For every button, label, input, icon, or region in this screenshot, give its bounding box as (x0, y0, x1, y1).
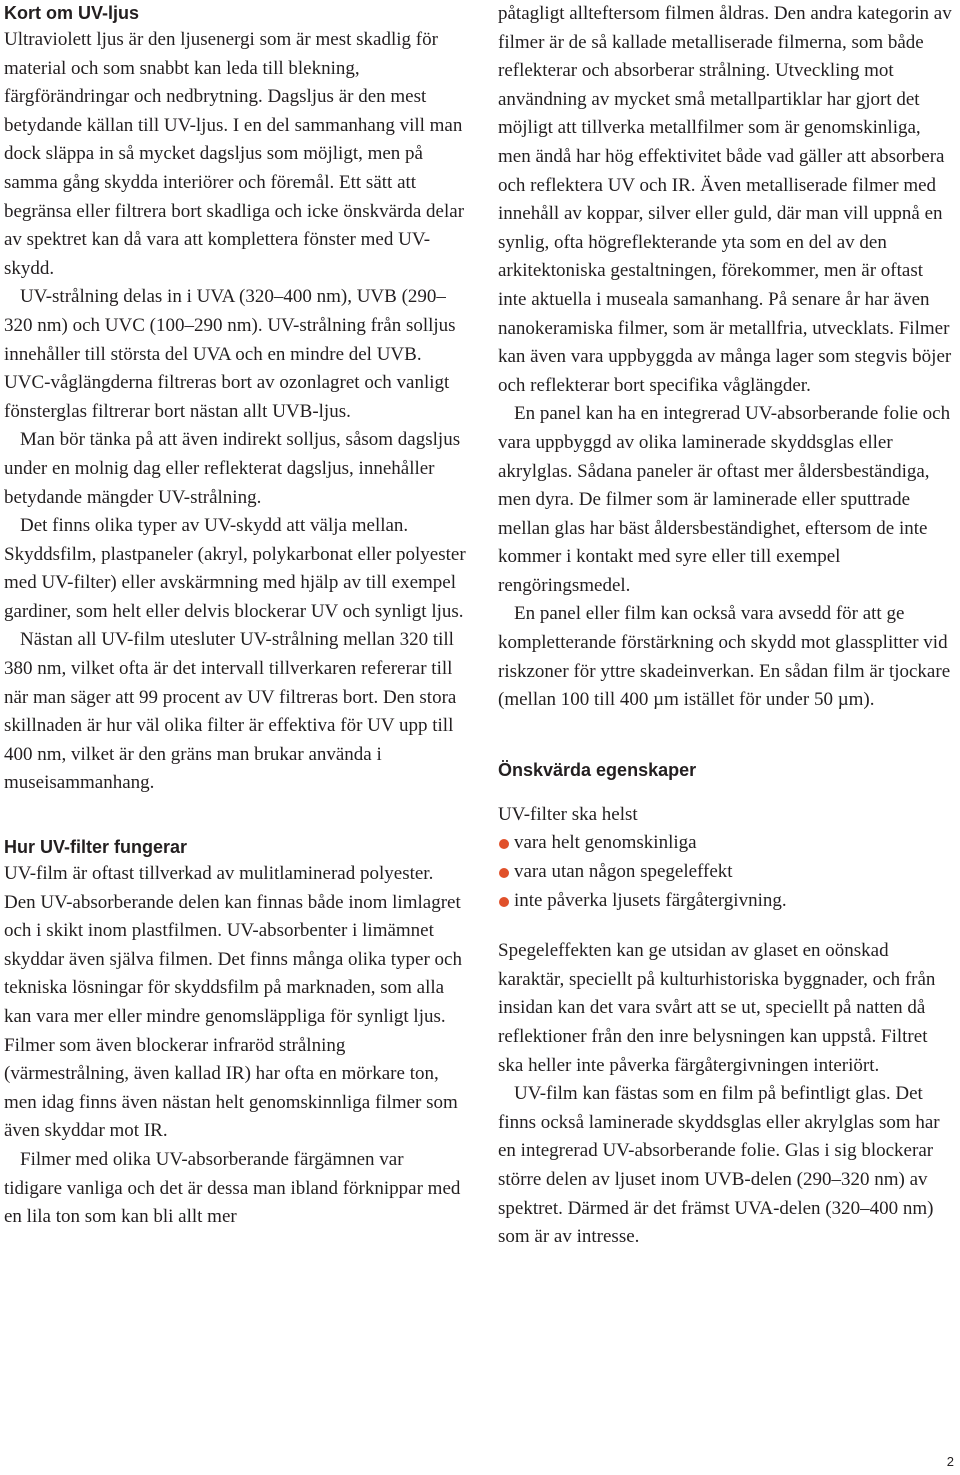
paragraph: Spegeleffekten kan ge utsidan av glaset en oönskad karaktär, speciellt på kulturhistoriska byggnader, och från insidan kan det vara svårt att se ut, speciellt på natten då reflektioner från den inre belysningen kan uppstå. Filtret ska heller inte påverka färgåtergivningen interiört. (498, 940, 936, 1076)
heading-onskvarda-egenskaper: Önskvärda egenskaper (498, 759, 697, 780)
bullet-list (498, 829, 956, 915)
bullet-dot-icon (499, 868, 509, 878)
list-item: vara utan någon spegeleffekt (498, 858, 956, 887)
list-item: vara helt genomskinliga (498, 829, 956, 858)
paragraph: UV-film är oftast tillverkad av mulitlaminerad polyester. Den UV-absorberande delen kan finnas både inom limlagret och i skikt inom plastfilmen. UV-absorbenter i limämnet skyddar även själva filmen. Det finns många olika typer och tekniska lösningar för skyddsfilm på marknaden, som alla kan vara mer eller mindre genomsläppliga för synligt ljus. Filmer som även blockerar infraröd strålning (värmestrålning, även kallad IR) har ofta en mörkare ton, men idag finns även nästan helt genomskinnliga filmer som även skyddar mot IR. (4, 863, 462, 1142)
paragraph: Man bör tänka på att även indirekt solljus, såsom dagsljus under en molnig dag eller reflekterat dagsljus, innehåller betydande mängder UV-strålning. (4, 429, 461, 508)
bullet-intro: UV-filter ska helst (498, 803, 638, 825)
paragraph: Filmer med olika UV-absorberande färgämnen var tidigare vanliga och det är dessa man ibland förknippar med en lila ton som kan bli allt mer (4, 1148, 461, 1228)
paragraph: En panel eller film kan också vara avsedd för att ge kompletterande förstärkning och skydd mot glassplitter vid riskzoner för yttre skadeinverkan. En sådan film är tjockare (mellan 100 till 400 µm istället för under 50 µm). (498, 603, 951, 711)
bullet-dot-icon (499, 897, 509, 907)
paragraph: Ultraviolett ljus är den ljusenergi som är mest skadlig för material och som snabbt kan leda till blekning, färgförändringar och nedbrytning. Dagsljus är den mest betydande källan till UV-ljus. I en del sammanhang vill man dock släppa in så mycket dagsljus som möjligt, men på samma gång skydda interiörer och föremål. Ett sätt att begränsa eller filtrera bort skadliga och icke önskvärda delar av spektret kan då vara att komplettera fönster med UV-skydd. (4, 29, 465, 279)
heading-hur-uv-filter-fungerar: Hur UV-filter fungerar (4, 837, 188, 858)
paragraph: UV-strålning delas in i UVA (320–400 nm), UVB (290–320 nm) och UVC (100–290 nm). UV-strålning från solljus innehåller till största del UVA och en mindre del UVB. UVC-våglängderna filtreras bort av ozonlagret och vanligt fönsterglas filtrerar bort nästan allt UVB-ljus. (4, 286, 456, 422)
paragraph: UV-film kan fästas som en film på befintligt glas. Det finns också laminerade skyddsglas eller akrylglas som har en integrerad UV-absorberande folie. Glas i sig blockerar större delen av ljuset inom UVB-delen (290–320 nm) av spektret. Därmed är det främst UVA-delen (320–400 nm) som är av intresse. (498, 1083, 940, 1248)
list-item: inte påverka ljusets färgåtergivning. (498, 887, 956, 916)
paragraph: Nästan all UV-film utesluter UV-strålning mellan 320 till 380 nm, vilket ofta är det intervall tillverkaren refererar till när man säger att 99 procent av UV filtreras bort. Den stora skillnaden är hur väl olika filter är effektiva för UV upp till 400 nm, vilket är den gräns man brukar använda i museisammanhang. (4, 629, 457, 794)
page-number: 2 (946, 1454, 954, 1469)
heading-kort-om-uv-ljus: Kort om UV-ljus (4, 3, 140, 23)
paragraph: påtagligt allteftersom filmen åldras. Den andra kategorin av filmer är de så kallade metalliserade filmerna, som både reflekterar och absorberar strålning. Utveckling mot användning av mycket små metallpartiklar har gjort det möjligt att tillverka metallfilmer som är genomskinliga, men ändå har hög effektivitet både vad gäller att absorbera och reflektera UV och IR. Även metalliserade filmer med innehåll av koppar, silver eller guld, där man vill uppnå en synlig, ofta högreflekterande yta som en del av den arkitektoniska gestaltningen, förekommer, men är oftast inte aktuella i museala samanhang. På senare år har även nanokeramiska filmer, som är metallfria, utvecklats. Filmer kan även vara uppbyggda av många lager som stegvis böjer och reflekterar bort specifika våglängder. (498, 3, 952, 396)
bullet-dot-icon (499, 839, 509, 849)
paragraph: Det finns olika typer av UV-skydd att välja mellan. Skyddsfilm, plastpaneler (akryl, polykarbonat eller polyester med UV-filter) eller avskärmning med hjälp av till exempel gardiner, som helt eller delvis blockerar UV och synligt ljus. (4, 515, 466, 622)
right-column (498, 0, 956, 1252)
left-column (4, 0, 466, 1232)
paragraph: En panel kan ha en integrerad UV-absorberande folie och vara uppbyggd av olika laminerade skyddsglas eller akrylglas. Sådana paneler är oftast mer åldersbeständiga, men dyra. De filmer som är laminerade eller sputtrade mellan glas har bäst åldersbeständighet, eftersom de inte kommer i kontakt med syre eller till exempel rengöringsmedel. (498, 403, 951, 596)
